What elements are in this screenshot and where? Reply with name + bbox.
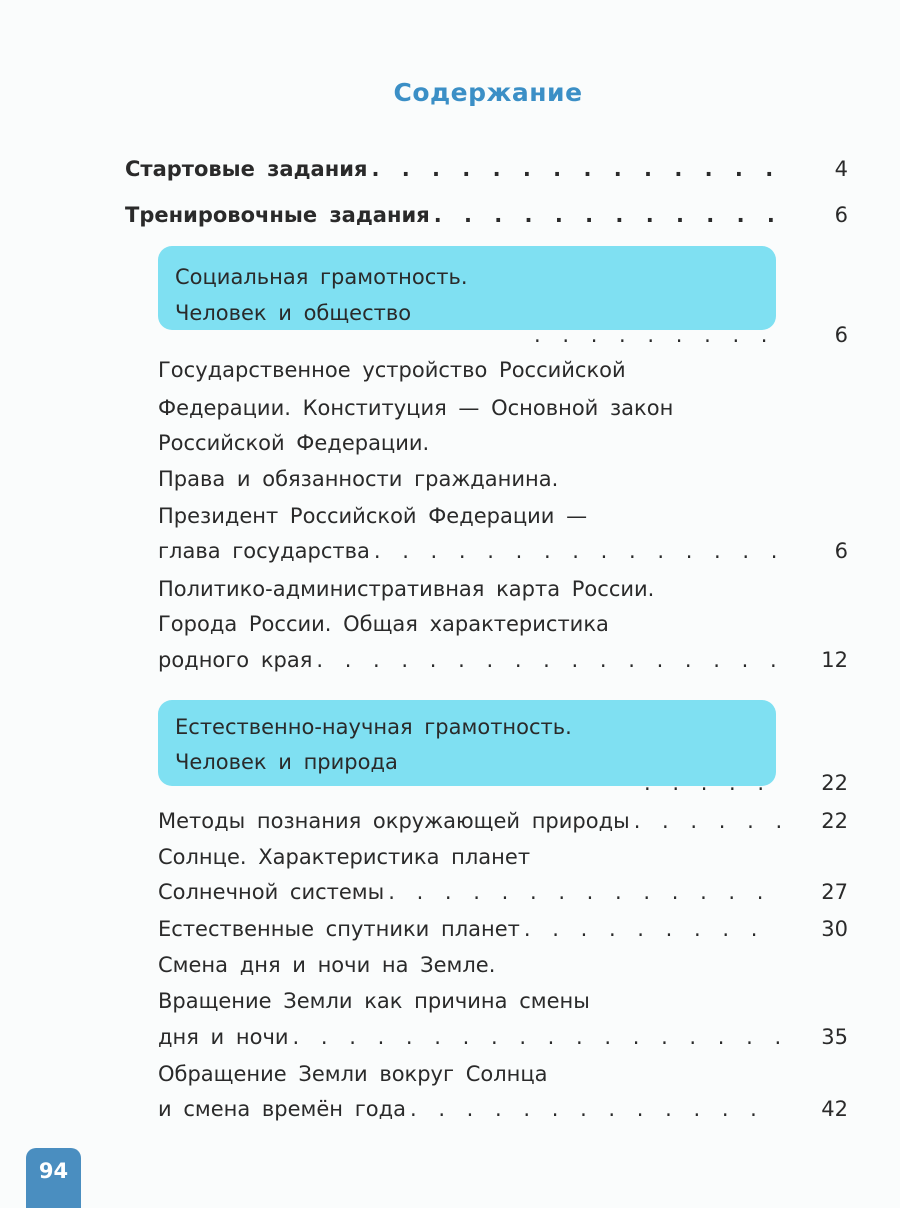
leader-dots — [410, 1094, 780, 1124]
page-ref: 4 — [834, 157, 848, 181]
entry-text: Стартовые задания — [125, 157, 368, 181]
leader-dots — [634, 806, 780, 836]
page-ref: 35 — [821, 1025, 848, 1049]
leader-dots — [316, 645, 780, 675]
page-ref: 27 — [821, 880, 848, 904]
entry-text: дня и ночи — [158, 1025, 289, 1049]
page-ref: 6 — [834, 323, 848, 347]
page-ref: 22 — [821, 809, 848, 833]
page-ref: 6 — [834, 203, 848, 227]
entry-text: Тренировочные задания — [125, 203, 430, 227]
leader-dots — [644, 768, 780, 798]
entry-text: Естественные спутники планет — [158, 917, 520, 941]
entry-text: родного края — [158, 648, 313, 672]
toc-entry[interactable] — [158, 536, 780, 566]
leader-dots — [374, 536, 780, 566]
section-heading: Социальная грамотность. — [175, 265, 468, 289]
entry-line: Российской Федерации. — [158, 431, 430, 455]
toc-entry[interactable] — [158, 1094, 780, 1124]
page-ref: 22 — [821, 771, 848, 795]
section-heading: Человек и общество — [175, 301, 412, 325]
leader-row — [530, 320, 780, 350]
entry-text: Солнечной системы — [158, 880, 385, 904]
entry-line: Обращение Земли вокруг Солнца — [158, 1062, 548, 1086]
toc-entry[interactable] — [158, 806, 780, 836]
entry-line: Президент Российской Федерации — — [158, 504, 588, 528]
entry-line: Солнце. Характеристика планет — [158, 845, 531, 869]
leader-dots — [434, 200, 780, 230]
section-heading: Естественно-научная грамотность. — [175, 715, 572, 739]
toc-entry[interactable] — [158, 877, 780, 907]
entry-text: Методы познания окружающей природы — [158, 809, 630, 833]
page-ref: 6 — [834, 539, 848, 563]
leader-dots — [371, 154, 780, 184]
page-ref: 42 — [821, 1097, 848, 1121]
page-ref: 12 — [821, 648, 848, 672]
toc-entry-training-tasks[interactable] — [125, 200, 780, 230]
page-number-badge: 94 — [26, 1148, 81, 1208]
toc-entry[interactable] — [158, 645, 780, 675]
entry-line: Вращение Земли как причина смены — [158, 989, 590, 1013]
entry-line: Федерации. Конституция — Основной закон — [158, 396, 674, 420]
section-heading: Человек и природа — [175, 750, 398, 774]
entry-text: глава государства — [158, 539, 370, 563]
leader-dots — [534, 320, 780, 350]
page-title: Содержание — [393, 78, 583, 107]
toc-entry[interactable] — [158, 914, 780, 944]
entry-line: Города России. Общая характеристика — [158, 612, 609, 636]
leader-dots — [388, 877, 780, 907]
toc-entry[interactable] — [158, 1022, 780, 1052]
entry-text: и смена времён года — [158, 1097, 406, 1121]
entry-line: Смена дня и ночи на Земле. — [158, 953, 496, 977]
leader-dots — [293, 1022, 780, 1052]
entry-line: Права и обязанности гражданина. — [158, 467, 559, 491]
leader-dots — [524, 914, 780, 944]
page-ref: 30 — [821, 917, 848, 941]
entry-line: Государственное устройство Российской — [158, 358, 626, 382]
entry-line: Политико-административная карта России. — [158, 577, 655, 601]
leader-row — [640, 768, 780, 798]
toc-entry-starting-tasks[interactable] — [125, 154, 780, 184]
